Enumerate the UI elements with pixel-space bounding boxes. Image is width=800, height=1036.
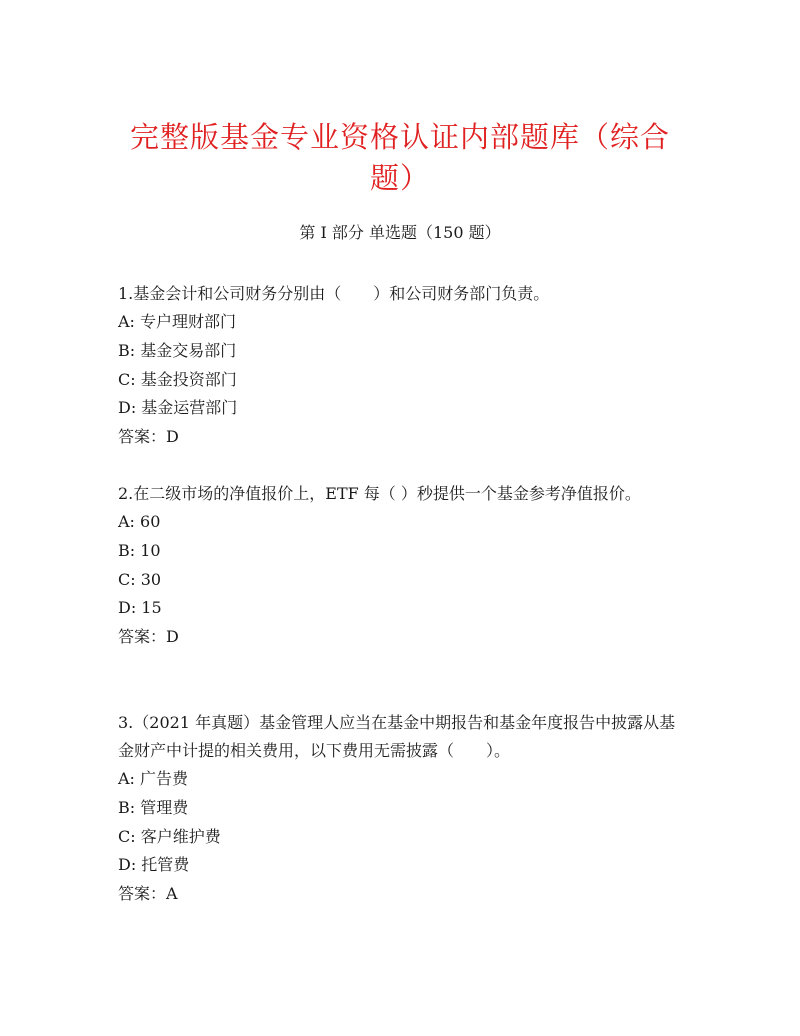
option-d: D: 托管费 (118, 855, 190, 875)
option-c: C: 基金投资部门 (118, 369, 237, 389)
option-c: C: 客户维护费 (118, 826, 221, 846)
option-a: A: 60 (118, 512, 161, 531)
option-b: B: 基金交易部门 (118, 340, 237, 360)
question-2 (118, 480, 688, 652)
option-c: C: 30 (118, 569, 162, 589)
option-d: D: 15 (118, 598, 162, 618)
option-b: B: 10 (118, 540, 161, 560)
question-stem: 1.基金会计和公司财务分别由（ ）和公司财务部门负责。 (118, 284, 550, 303)
option-a: A: 专户理财部门 (118, 312, 237, 331)
question-1 (118, 280, 688, 452)
option-a: A: 广告费 (118, 769, 189, 788)
option-b: B: 管理费 (118, 797, 189, 817)
answer: 答案：D (118, 627, 179, 647)
answer: 答案：A (118, 884, 178, 904)
option-d: D: 基金运营部门 (118, 398, 238, 418)
answer: 答案：D (118, 427, 179, 447)
question-stem: 2.在二级市场的净值报价上，ETF 每（ ）秒提供一个基金参考净值报价。 (118, 484, 641, 503)
document-title: 完整版基金专业资格认证内部题库（综合题） (129, 120, 670, 195)
question-3 (118, 709, 688, 909)
question-stem: 3.（2021 年真题）基金管理人应当在基金中期报告和基金年度报告中披露从基金财产中计提的相关费用，以下费用无需披露（ ）。 (118, 713, 676, 760)
section-title: 第 I 部分 单选题（150 题） (299, 223, 501, 242)
